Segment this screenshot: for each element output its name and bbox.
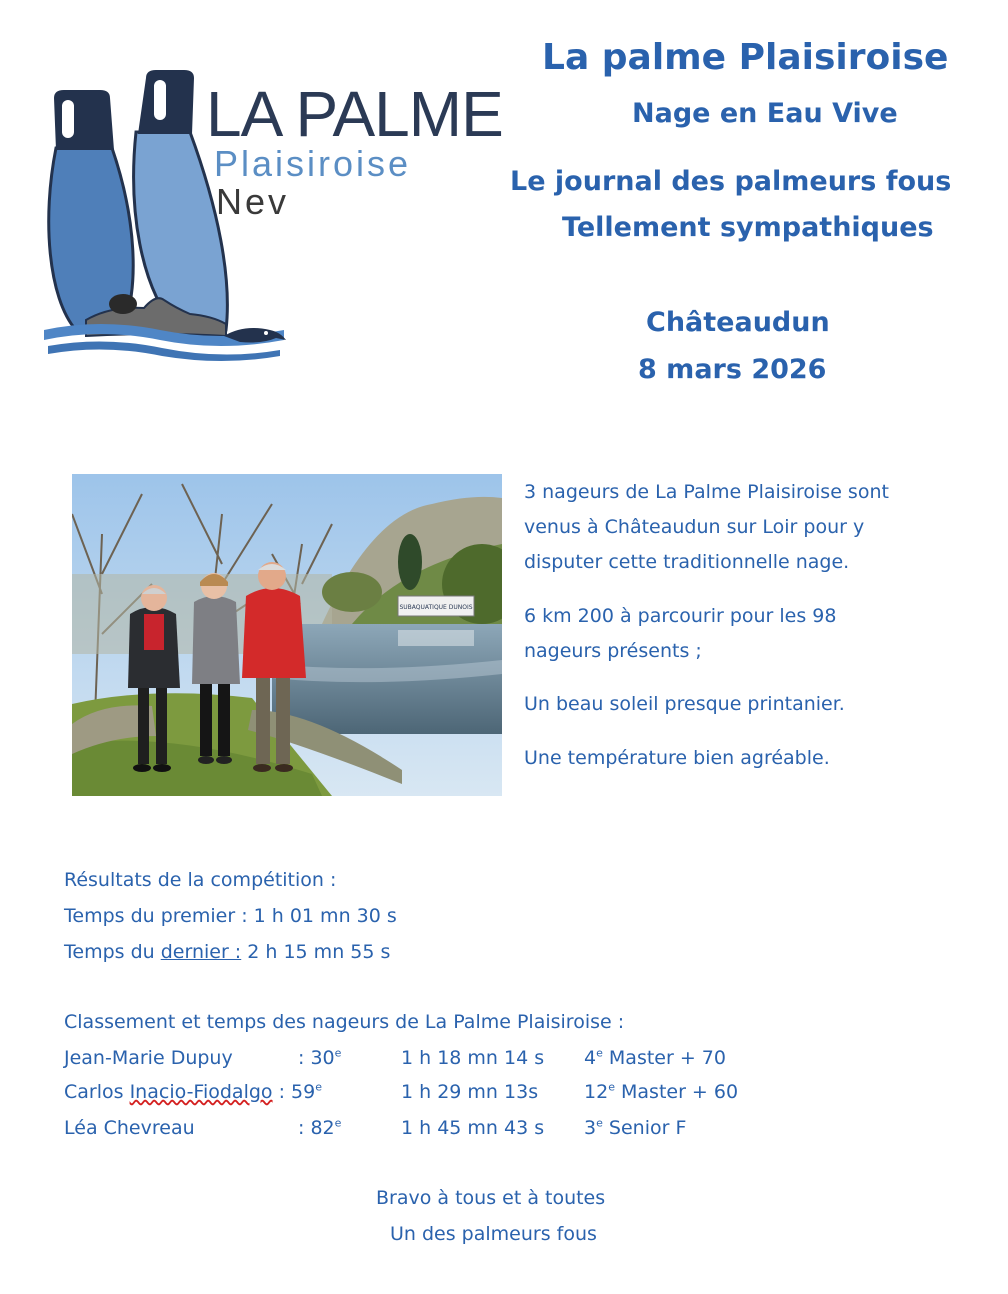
swimmer-name: Jean-Marie Dupuy — [64, 1047, 233, 1069]
photo-illustration — [72, 474, 502, 796]
banner-text: SUBAQUATIQUE DUNOIS — [399, 604, 473, 611]
event-city: Châteaudun — [646, 307, 830, 338]
category-rank: 12 — [584, 1081, 609, 1103]
swimmer-place — [298, 1117, 341, 1140]
intro-line-2: venus à Châteaudun sur Loir pour y — [524, 516, 865, 538]
swimmer-first-name: Carlos — [64, 1081, 130, 1103]
club-title: La palme Plaisiroise — [542, 37, 949, 78]
first-time: Temps du premier : 1 h 01 mn 30 s — [64, 905, 397, 927]
last-time-line — [64, 941, 390, 964]
distance-line-1: 6 km 200 à parcourir pour les 98 — [524, 605, 837, 627]
place-suffix: e — [315, 1080, 322, 1094]
place-number: : 59 — [272, 1081, 316, 1103]
club-logo — [40, 68, 503, 368]
last-time-value: 2 h 15 mn 55 s — [241, 941, 391, 963]
journal-title-line1: Le journal des palmeurs fous — [510, 166, 952, 197]
logo-text-plaisiroise: Plaisiroise — [214, 143, 412, 184]
category-label: Senior F — [602, 1117, 687, 1139]
swimmer-name: Léa Chevreau — [64, 1117, 195, 1139]
category-suffix: e — [596, 1046, 603, 1060]
results-heading: Résultats de la compétition : — [64, 869, 337, 891]
swimmer-category — [584, 1117, 686, 1140]
swimmer-time: 1 h 45 mn 43 s — [401, 1117, 545, 1139]
intro-line-3: disputer cette traditionnelle nage. — [524, 551, 850, 573]
place-number: : 82 — [298, 1117, 335, 1139]
swimmer-place — [298, 1047, 341, 1070]
intro-line-1: 3 nageurs de La Palme Plaisiroise sont — [524, 481, 889, 503]
swimmer-category — [584, 1081, 738, 1104]
distance-line-2: nageurs présents ; — [524, 640, 702, 662]
team-photo — [72, 474, 502, 796]
closing-line-1: Bravo à tous et à toutes — [376, 1187, 606, 1209]
last-time-prefix: Temps du — [64, 941, 161, 963]
last-word: dernier : — [160, 941, 242, 963]
place-suffix: e — [334, 1046, 342, 1060]
place-suffix: e — [334, 1116, 342, 1130]
closing-signature: Un des palmeurs fous — [390, 1223, 597, 1245]
logo-text-nev: Nev — [216, 181, 290, 222]
category-suffix: e — [608, 1080, 615, 1094]
event-date: 8 mars 2026 — [638, 354, 827, 385]
swimmer-time: 1 h 18 mn 14 s — [401, 1047, 545, 1069]
place-number: : 30 — [298, 1047, 335, 1069]
swimmer-name — [64, 1081, 322, 1104]
category-label: Master + 70 — [602, 1047, 726, 1069]
category-suffix: e — [596, 1116, 603, 1130]
weather-line: Un beau soleil presque printanier. — [524, 693, 845, 715]
temperature-line: Une température bien agréable. — [524, 747, 830, 769]
category-label: Master + 60 — [614, 1081, 739, 1103]
swimmer-category — [584, 1047, 726, 1070]
category-rank: 4 — [584, 1047, 597, 1069]
journal-title-line2: Tellement sympathiques — [562, 212, 934, 243]
subtitle: Nage en Eau Vive — [632, 98, 898, 129]
swimmer-last-name: Inacio-Fiodalgo — [129, 1081, 273, 1103]
swimmer-time: 1 h 29 mn 13s — [401, 1081, 539, 1103]
logo-text-la-palme: LA PALME — [206, 78, 503, 150]
category-rank: 3 — [584, 1117, 597, 1139]
ranking-heading: Classement et temps des nageurs de La Palme Plaisiroise : — [64, 1011, 625, 1033]
